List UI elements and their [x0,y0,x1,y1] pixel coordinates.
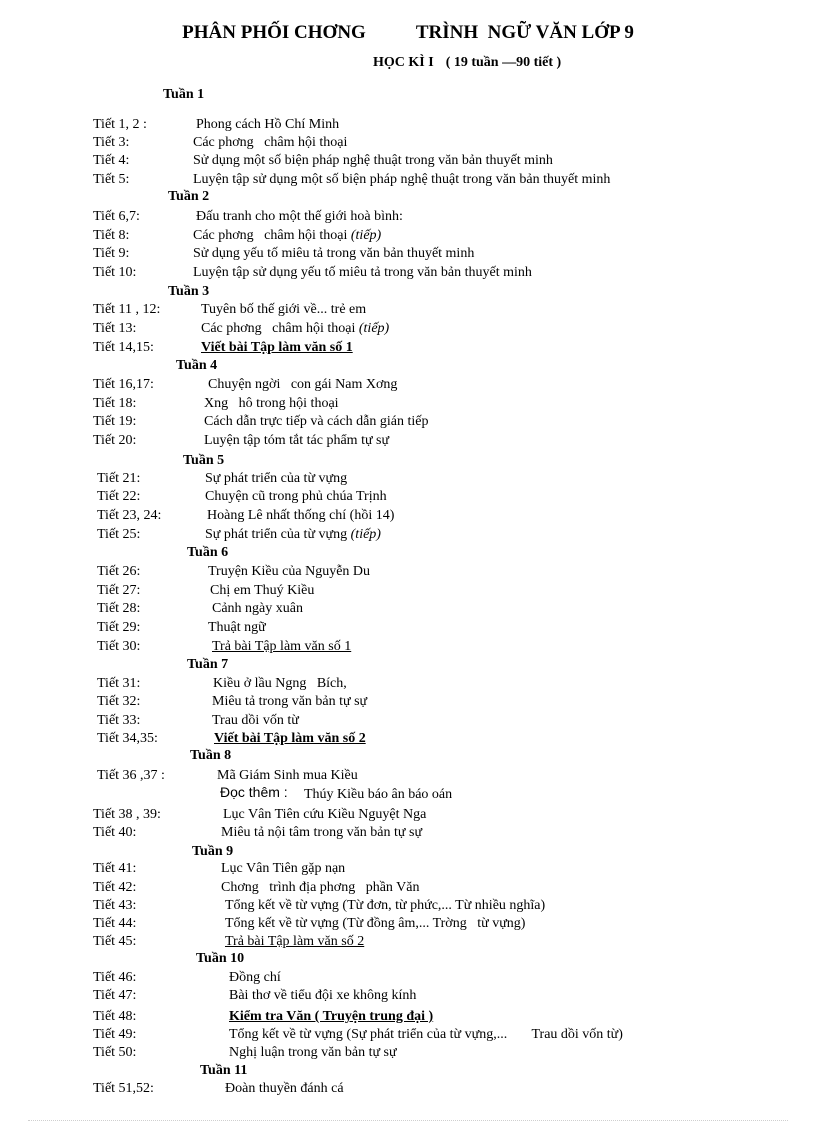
lesson-row: Tiết 13: Các phơng châm hội thoại (tiếp) [93,321,390,336]
lesson-row: Tiết 22: Chuyện cũ trong phủ chúa Trịnh [97,489,387,504]
lesson-row: Tiết 11 , 12: Tuyên bố thế giới về... trẻ em [93,302,367,317]
lesson-row: Tiết 29: Thuật ngữ [97,620,266,635]
week-heading: Tuần 2 [168,189,210,204]
lesson-row: Tiết 14,15: Viết bài Tập làm văn số 1 [93,340,353,355]
page-bottom-rule [28,1120,788,1121]
term-extra: ( 19 tuần —90 tiết ) [445,55,562,70]
lesson-row: Tiết 47: Bài thơ về tiểu đội xe không kính [93,988,417,1003]
lesson-row: Tiết 51,52: Đoàn thuyền đánh cá [93,1081,344,1096]
title-main: PHÂN PHỐI CHƠNG [182,22,366,43]
lesson-row: Tiết 10: Luyện tập sử dụng yếu tố miêu tả trong văn bản thuyết minh [93,265,532,280]
week-heading: Tuần 11 [200,1063,248,1078]
lesson-row: Tiết 3: Các phơng châm hội thoại [93,135,348,150]
lesson-row: Tiết 42: Chơng trình địa phơng phần Văn [93,880,420,895]
lesson-row: Tiết 40: Miêu tả nội tâm trong văn bản tự sự [93,825,423,840]
lesson-row: Đọc thêm : Thúy Kiều báo ân báo oán [220,784,453,802]
lesson-row: Tiết 19: Cách dẫn trực tiếp và cách dẫn gián tiếp [93,414,429,429]
week-heading: Tuần 1 [163,87,205,102]
title-tail: TRÌNH NGỮ VĂN LỚP 9 [415,22,634,43]
lesson-row: Tiết 32: Miêu tả trong văn bản tự sự [97,694,368,709]
lesson-row: Tiết 44: Tổng kết về từ vựng (Từ đồng âm,... Trờng từ vựng) [93,916,526,931]
lesson-row: Tiết 28: Cảnh ngày xuân [97,601,303,616]
lesson-row: Tiết 33: Trau dồi vốn từ [97,713,299,728]
lesson-row: Tiết 20: Luyện tập tóm tắt tác phẩm tự sự [93,433,390,448]
lesson-row: Tiết 16,17: Chuyện ngời con gái Nam Xơng [93,377,398,392]
lesson-row: Tiết 6,7: Đấu tranh cho một thế giới hoà bình: [93,209,403,224]
lesson-row: Tiết 27: Chị em Thuý Kiều [97,583,315,598]
week-heading: Tuần 8 [190,748,232,763]
lesson-row: Tiết 30: Trả bài Tập làm văn số 1 [97,639,352,654]
lesson-row: Tiết 21: Sự phát triển của từ vựng [97,471,348,486]
lesson-row: Tiết 4: Sử dụng một số biện pháp nghệ thuật trong văn bản thuyết minh [93,153,553,168]
page-title [0,22,816,44]
page-subtitle [373,55,561,71]
lesson-row: Tiết 1, 2 : Phong cách Hồ Chí Minh [93,117,340,132]
lesson-row: Tiết 31: Kiều ở lầu Ngng Bích, [97,676,347,691]
lesson-row: Tiết 34,35: Viết bài Tập làm văn số 2 [97,731,366,746]
week-heading: Tuần 10 [196,951,245,966]
lesson-row: Tiết 9: Sử dụng yếu tố miêu tả trong văn bản thuyết minh [93,246,475,261]
lesson-row: Tiết 8: Các phơng châm hội thoại (tiếp) [93,228,382,243]
week-heading: Tuần 3 [168,284,210,299]
week-heading: Tuần 6 [187,545,229,560]
lesson-row: Tiết 41: Lục Vân Tiên gặp nạn [93,861,346,876]
lesson-row: Tiết 26: Truyện Kiều của Nguyễn Du [97,564,371,579]
lesson-row: Tiết 45: Trả bài Tập làm văn số 2 [93,934,365,949]
lesson-row: Tiết 49: Tổng kết về từ vựng (Sự phát triển của từ vựng,... Trau dồi vốn từ) [93,1027,623,1042]
term-label: HỌC KÌ I [373,55,434,70]
lesson-row: Tiết 5: Luyện tập sử dụng một số biện pháp nghệ thuật trong văn bản thuyết minh [93,172,611,187]
lesson-row: Tiết 25: Sự phát triển của từ vựng (tiếp) [97,527,381,542]
lesson-row: Tiết 46: Đồng chí [93,970,281,985]
lesson-row: Tiết 50: Nghị luận trong văn bản tự sự [93,1045,397,1060]
week-heading: Tuần 4 [176,358,218,373]
lesson-row: Tiết 36 ,37 : Mã Giám Sinh mua Kiều [97,768,358,783]
lesson-row: Tiết 48: Kiểm tra Văn ( Truyện trung đại ) [93,1009,434,1024]
week-heading: Tuần 9 [192,844,234,859]
lesson-row: Tiết 23, 24: Hoàng Lê nhất thống chí (hồi 14) [97,508,395,523]
lesson-row: Tiết 38 , 39: Lục Vân Tiên cứu Kiều Nguyệt Nga [93,807,427,822]
lesson-row: Tiết 18: Xng hô trong hội thoại [93,396,339,411]
lesson-row: Tiết 43: Tổng kết về từ vựng (Từ đơn, từ phức,... Từ nhiều nghĩa) [93,898,546,913]
week-heading: Tuần 5 [183,453,225,468]
week-heading: Tuần 7 [187,657,229,672]
